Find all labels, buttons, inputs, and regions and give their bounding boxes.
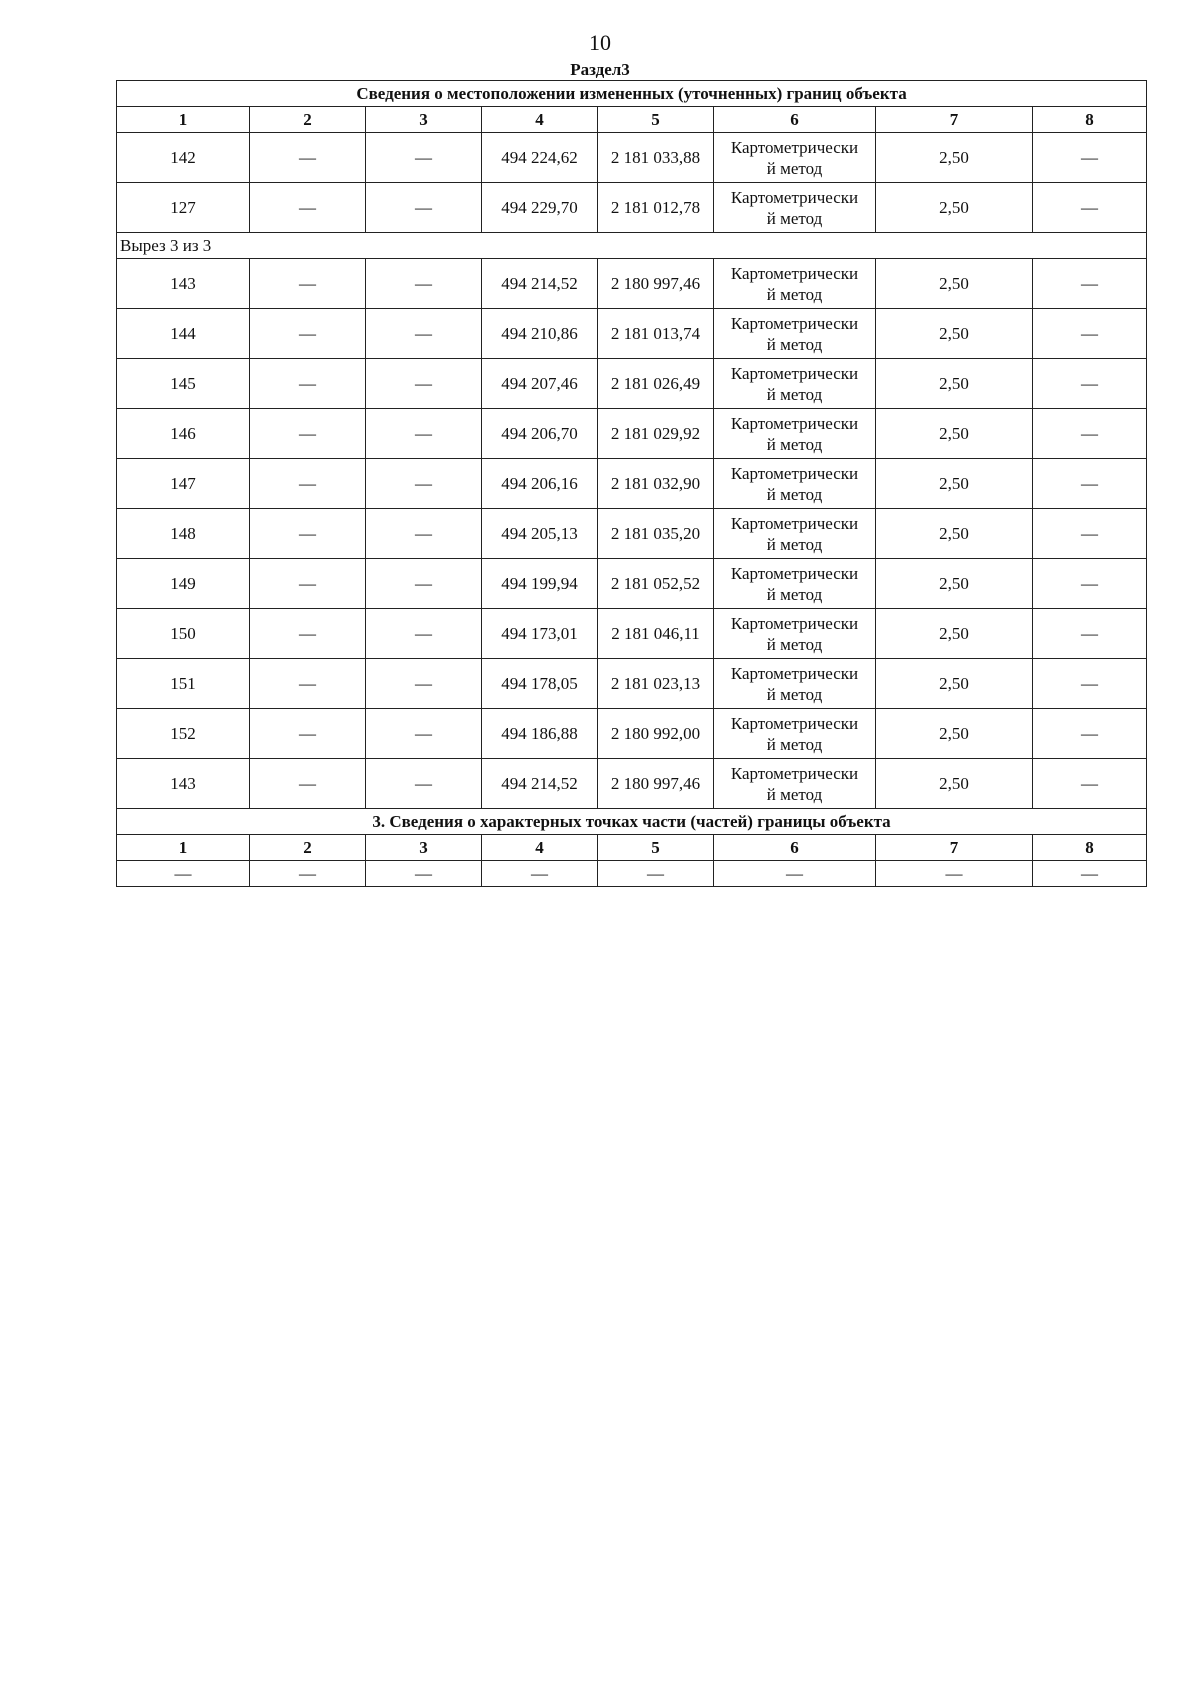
cell-c7: 2,50 bbox=[876, 559, 1033, 609]
table-row bbox=[117, 259, 1147, 309]
table-row bbox=[117, 183, 1147, 233]
cell-c4: 494 199,94 bbox=[482, 559, 598, 609]
cell-c3: — bbox=[366, 659, 482, 709]
cell-c7: 2,50 bbox=[876, 409, 1033, 459]
cut-label-cell: Вырез 3 из 3 bbox=[117, 233, 1147, 259]
column-header: 8 bbox=[1033, 107, 1147, 133]
cell-method bbox=[714, 659, 876, 709]
cell-c7: 2,50 bbox=[876, 609, 1033, 659]
column-header: 7 bbox=[876, 107, 1033, 133]
cell-c7: 2,50 bbox=[876, 659, 1033, 709]
cell-c3: — bbox=[366, 183, 482, 233]
empty-cell: — bbox=[366, 861, 482, 887]
cell-c4: 494 207,46 bbox=[482, 359, 598, 409]
cell-c8: — bbox=[1033, 409, 1147, 459]
cell-c4: 494 229,70 bbox=[482, 183, 598, 233]
column-header: 4 bbox=[482, 835, 598, 861]
cell-c8: — bbox=[1033, 759, 1147, 809]
cell-c4: 494 206,70 bbox=[482, 409, 598, 459]
cell-c1: 148 bbox=[117, 509, 250, 559]
cut-label bbox=[117, 233, 1147, 259]
cell-c8: — bbox=[1033, 133, 1147, 183]
cell-c7: 2,50 bbox=[876, 359, 1033, 409]
cell-c5: 2 181 032,90 bbox=[598, 459, 714, 509]
cell-c1: 149 bbox=[117, 559, 250, 609]
cell-c2: — bbox=[250, 359, 366, 409]
cell-c7: 2,50 bbox=[876, 709, 1033, 759]
part-title-cell: 3. Сведения о характерных точках части (частей) границы объекта bbox=[117, 809, 1147, 835]
part-column-header-row bbox=[117, 835, 1147, 861]
cell-c5: 2 181 026,49 bbox=[598, 359, 714, 409]
empty-cell: — bbox=[482, 861, 598, 887]
cell-method bbox=[714, 759, 876, 809]
cell-c4: 494 186,88 bbox=[482, 709, 598, 759]
method-line-1: Картометрически bbox=[730, 513, 859, 533]
method-line-1: Картометрически bbox=[730, 663, 859, 683]
column-header: 3 bbox=[366, 835, 482, 861]
cell-c4: 494 173,01 bbox=[482, 609, 598, 659]
method-line-2: й метод bbox=[766, 634, 823, 654]
cell-c8: — bbox=[1033, 359, 1147, 409]
cell-c7: 2,50 bbox=[876, 309, 1033, 359]
cell-c3: — bbox=[366, 409, 482, 459]
cell-c2: — bbox=[250, 509, 366, 559]
cell-c2: — bbox=[250, 133, 366, 183]
cell-c2: — bbox=[250, 659, 366, 709]
cell-method bbox=[714, 709, 876, 759]
cell-c4: 494 210,86 bbox=[482, 309, 598, 359]
table-row bbox=[117, 861, 1147, 887]
empty-cell: — bbox=[250, 861, 366, 887]
method-line-1: Картометрически bbox=[730, 363, 859, 383]
cell-c1: 143 bbox=[117, 759, 250, 809]
cell-method bbox=[714, 609, 876, 659]
cell-c7: 2,50 bbox=[876, 759, 1033, 809]
cell-c2: — bbox=[250, 183, 366, 233]
column-header: 5 bbox=[598, 835, 714, 861]
table-row bbox=[117, 409, 1147, 459]
column-header: 1 bbox=[117, 835, 250, 861]
cell-c8: — bbox=[1033, 559, 1147, 609]
cell-c7: 2,50 bbox=[876, 133, 1033, 183]
cell-c7: 2,50 bbox=[876, 259, 1033, 309]
cell-c1: 152 bbox=[117, 709, 250, 759]
table-row bbox=[117, 559, 1147, 609]
method-line-2: й метод bbox=[766, 284, 823, 304]
cell-c2: — bbox=[250, 709, 366, 759]
method-line-2: й метод bbox=[766, 334, 823, 354]
table-row bbox=[117, 359, 1147, 409]
cell-c3: — bbox=[366, 759, 482, 809]
cell-c4: 494 206,16 bbox=[482, 459, 598, 509]
cell-c3: — bbox=[366, 509, 482, 559]
cell-c2: — bbox=[250, 559, 366, 609]
cell-c3: — bbox=[366, 133, 482, 183]
cell-c8: — bbox=[1033, 309, 1147, 359]
cell-c3: — bbox=[366, 459, 482, 509]
cell-c2: — bbox=[250, 409, 366, 459]
method-line-1: Картометрически bbox=[730, 313, 859, 333]
method-line-2: й метод bbox=[766, 734, 823, 754]
table-row bbox=[117, 759, 1147, 809]
page-number: 10 bbox=[589, 30, 611, 55]
cell-c5: 2 180 997,46 bbox=[598, 259, 714, 309]
column-header: 4 bbox=[482, 107, 598, 133]
table-row bbox=[117, 133, 1147, 183]
cell-method bbox=[714, 559, 876, 609]
cell-c3: — bbox=[366, 559, 482, 609]
cell-c1: 146 bbox=[117, 409, 250, 459]
table-title bbox=[117, 81, 1147, 107]
column-header: 6 bbox=[714, 107, 876, 133]
method-line-1: Картометрически bbox=[730, 713, 859, 733]
method-line-1: Картометрически bbox=[730, 613, 859, 633]
cell-c1: 143 bbox=[117, 259, 250, 309]
cell-c4: 494 214,52 bbox=[482, 259, 598, 309]
cell-c1: 150 bbox=[117, 609, 250, 659]
cell-c5: 2 181 012,78 bbox=[598, 183, 714, 233]
cell-c4: 494 214,52 bbox=[482, 759, 598, 809]
column-header: 3 bbox=[366, 107, 482, 133]
cell-c3: — bbox=[366, 609, 482, 659]
cell-c2: — bbox=[250, 459, 366, 509]
cell-method bbox=[714, 359, 876, 409]
section-title: Раздел3 bbox=[570, 60, 630, 79]
cell-method bbox=[714, 409, 876, 459]
cell-c1: 147 bbox=[117, 459, 250, 509]
cell-c7: 2,50 bbox=[876, 183, 1033, 233]
cell-method bbox=[714, 509, 876, 559]
empty-cell: — bbox=[117, 861, 250, 887]
table-row bbox=[117, 309, 1147, 359]
cell-c1: 142 bbox=[117, 133, 250, 183]
column-header-row bbox=[117, 107, 1147, 133]
column-header: 5 bbox=[598, 107, 714, 133]
method-line-1: Картометрически bbox=[730, 187, 859, 207]
method-line-2: й метод bbox=[766, 208, 823, 228]
cell-c7: 2,50 bbox=[876, 459, 1033, 509]
table-title-cell: Сведения о местоположении измененных (уточненных) границ объекта bbox=[117, 81, 1147, 107]
method-line-2: й метод bbox=[766, 484, 823, 504]
method-line-2: й метод bbox=[766, 584, 823, 604]
method-line-1: Картометрически bbox=[730, 137, 859, 157]
cell-c8: — bbox=[1033, 259, 1147, 309]
method-line-2: й метод bbox=[766, 434, 823, 454]
column-header: 6 bbox=[714, 835, 876, 861]
cell-c5: 2 181 033,88 bbox=[598, 133, 714, 183]
cell-c7: 2,50 bbox=[876, 509, 1033, 559]
cell-c5: 2 181 046,11 bbox=[598, 609, 714, 659]
cell-method bbox=[714, 183, 876, 233]
cell-c8: — bbox=[1033, 183, 1147, 233]
cell-c1: 144 bbox=[117, 309, 250, 359]
table-row bbox=[117, 459, 1147, 509]
method-line-1: Картометрически bbox=[730, 763, 859, 783]
part-title bbox=[117, 809, 1147, 835]
column-header: 1 bbox=[117, 107, 250, 133]
cell-c3: — bbox=[366, 259, 482, 309]
method-line-2: й метод bbox=[766, 534, 823, 554]
method-line-2: й метод bbox=[766, 158, 823, 178]
boundary-table bbox=[116, 80, 1147, 887]
method-line-2: й метод bbox=[766, 784, 823, 804]
cell-c2: — bbox=[250, 259, 366, 309]
cell-c8: — bbox=[1033, 509, 1147, 559]
cell-c2: — bbox=[250, 309, 366, 359]
method-line-1: Картометрически bbox=[730, 563, 859, 583]
column-header: 8 bbox=[1033, 835, 1147, 861]
cell-method bbox=[714, 459, 876, 509]
method-line-1: Картометрически bbox=[730, 413, 859, 433]
cell-c1: 151 bbox=[117, 659, 250, 709]
table-row bbox=[117, 709, 1147, 759]
cell-c2: — bbox=[250, 759, 366, 809]
cell-c8: — bbox=[1033, 709, 1147, 759]
cell-c4: 494 178,05 bbox=[482, 659, 598, 709]
method-line-1: Картометрически bbox=[730, 263, 859, 283]
cell-c3: — bbox=[366, 709, 482, 759]
column-header: 2 bbox=[250, 107, 366, 133]
table-row bbox=[117, 509, 1147, 559]
cell-c1: 145 bbox=[117, 359, 250, 409]
cell-c1: 127 bbox=[117, 183, 250, 233]
cell-c5: 2 180 997,46 bbox=[598, 759, 714, 809]
method-line-2: й метод bbox=[766, 684, 823, 704]
column-header: 7 bbox=[876, 835, 1033, 861]
cell-c4: 494 224,62 bbox=[482, 133, 598, 183]
empty-cell: — bbox=[1033, 861, 1147, 887]
table-row bbox=[117, 609, 1147, 659]
cell-c4: 494 205,13 bbox=[482, 509, 598, 559]
empty-cell: — bbox=[714, 861, 876, 887]
cell-c5: 2 181 035,20 bbox=[598, 509, 714, 559]
cell-c5: 2 180 992,00 bbox=[598, 709, 714, 759]
method-line-2: й метод bbox=[766, 384, 823, 404]
column-header: 2 bbox=[250, 835, 366, 861]
empty-cell: — bbox=[598, 861, 714, 887]
cell-method bbox=[714, 133, 876, 183]
cell-c5: 2 181 052,52 bbox=[598, 559, 714, 609]
cell-c5: 2 181 023,13 bbox=[598, 659, 714, 709]
cell-c2: — bbox=[250, 609, 366, 659]
method-line-1: Картометрически bbox=[730, 463, 859, 483]
cell-c5: 2 181 013,74 bbox=[598, 309, 714, 359]
cell-c3: — bbox=[366, 309, 482, 359]
cell-c8: — bbox=[1033, 659, 1147, 709]
table-row bbox=[117, 659, 1147, 709]
cell-method bbox=[714, 259, 876, 309]
cell-c5: 2 181 029,92 bbox=[598, 409, 714, 459]
empty-cell: — bbox=[876, 861, 1033, 887]
cell-c3: — bbox=[366, 359, 482, 409]
cell-method bbox=[714, 309, 876, 359]
cell-c8: — bbox=[1033, 459, 1147, 509]
cell-c8: — bbox=[1033, 609, 1147, 659]
